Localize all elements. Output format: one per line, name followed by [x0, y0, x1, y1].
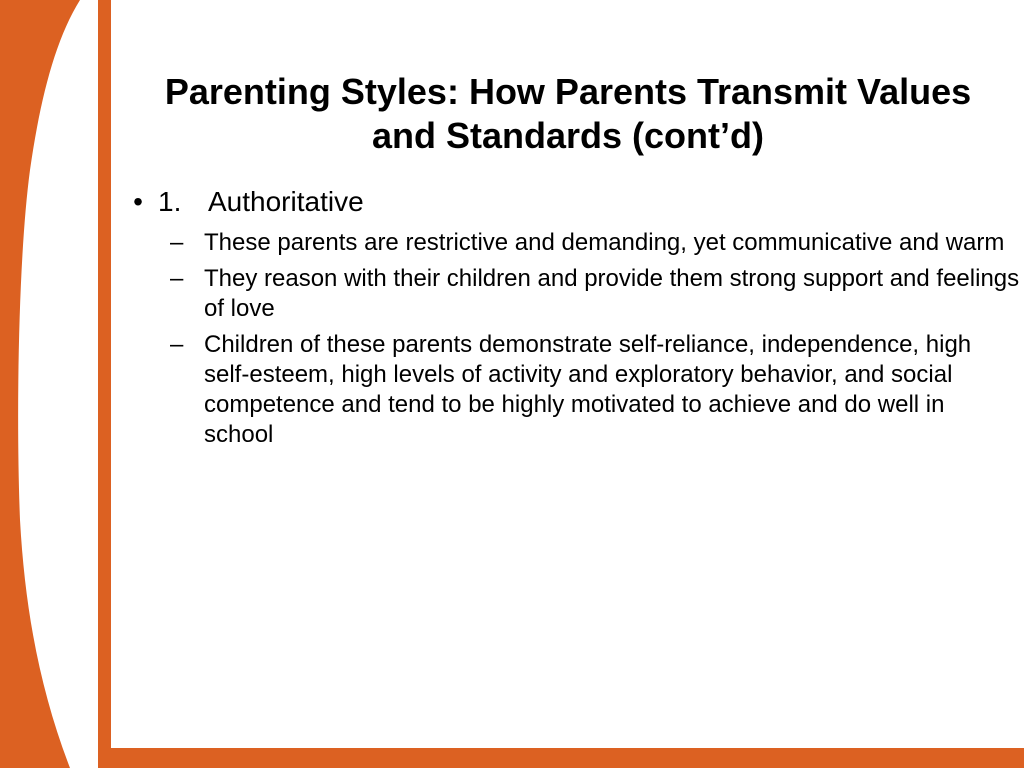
left-accent-stripe — [98, 0, 111, 768]
sub-bullet-item — [170, 264, 1024, 324]
bullet-item — [118, 184, 1024, 220]
slide-title — [112, 70, 1024, 158]
slide-title-line-2: and Standards (cont’d) — [371, 115, 764, 156]
bullet-label: Authoritative — [208, 186, 364, 217]
sub-bullet-text: They reason with their children and provide them strong support and feelings of love — [204, 265, 1020, 322]
bottom-accent-bar — [98, 748, 1024, 768]
slide-title-line-1: Parenting Styles: How Parents Transmit Values — [164, 71, 972, 112]
dash-icon: – — [170, 229, 184, 256]
sub-bullet-text: Children of these parents demonstrate self-reliance, independence, high self-esteem, high levels of activity and exploratory behavior, and social competence and tend to be highly motivated to achieve and do well in school — [204, 331, 972, 448]
slide-body — [118, 184, 1024, 456]
bullet-number: 1. — [158, 186, 182, 217]
dash-icon: – — [170, 331, 184, 358]
left-accent-band — [0, 0, 80, 768]
dash-icon: – — [170, 265, 184, 292]
sub-bullet-item — [170, 330, 1024, 450]
sub-bullet-list — [118, 228, 1024, 450]
bullet-icon: • — [133, 186, 143, 217]
sub-bullet-item — [170, 228, 1024, 258]
sub-bullet-text: These parents are restrictive and demanding, yet communicative and warm — [204, 229, 1005, 256]
